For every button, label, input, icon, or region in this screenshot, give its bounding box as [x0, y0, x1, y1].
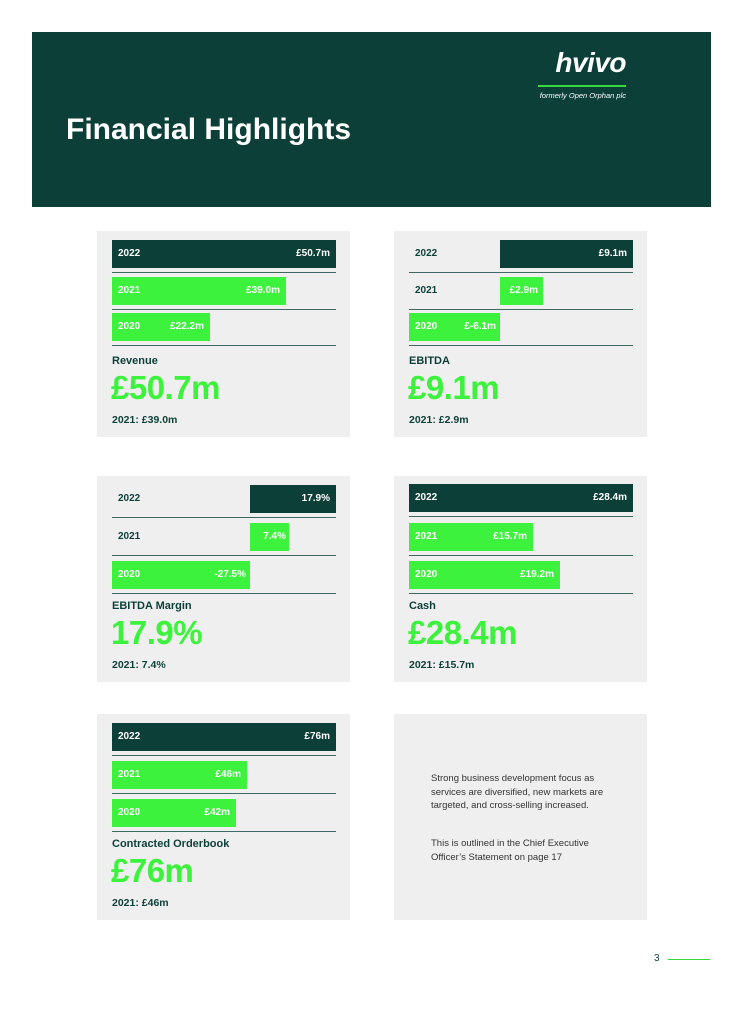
card-ebitda-margin [97, 476, 350, 682]
bar-year: 2020 [118, 807, 141, 818]
metric-value: 17.9% [111, 614, 203, 651]
bar-value: £19.2m [520, 569, 554, 580]
bar-row [409, 484, 633, 512]
card-cash [394, 476, 647, 682]
commentary-paragraph: Strong business development focus as services are diversified, new markets are targeted, and cross-selling increased. [431, 773, 604, 811]
bar-value: £-6.1m [464, 321, 496, 332]
bar-value: £28.4m [593, 492, 627, 503]
row-divider [112, 345, 336, 346]
bar-value: 7.4% [263, 531, 286, 542]
card-ebitda [394, 231, 647, 437]
bar-year: 2020 [415, 569, 438, 580]
bar-row [409, 523, 633, 551]
card-revenue [97, 231, 350, 437]
hvivo-logo [526, 47, 626, 107]
metric-prior-year: 2021: £2.9m [409, 414, 469, 426]
metric-value: £50.7m [111, 369, 220, 406]
row-divider [409, 516, 633, 517]
row-divider [112, 272, 336, 273]
bar-row [112, 277, 336, 305]
bar-value: £46m [215, 769, 241, 780]
bar-value: £15.7m [493, 531, 527, 542]
bar-value: £9.1m [598, 248, 627, 259]
metric-label: Contracted Orderbook [112, 838, 230, 850]
metric-label: EBITDA Margin [112, 600, 192, 612]
bar-year: 2022 [415, 248, 438, 259]
row-divider [409, 309, 633, 310]
page-title: Financial Highlights [66, 113, 352, 146]
bar-year: 2022 [118, 493, 141, 504]
metric-prior-year: 2021: £46m [112, 897, 169, 909]
bar-value: £42m [204, 807, 230, 818]
row-divider [409, 555, 633, 556]
metric-label: Cash [409, 600, 436, 612]
bar-year: 2021 [118, 769, 141, 780]
bar-row [112, 523, 336, 551]
bar-row [112, 240, 336, 268]
bar-value: £2.9m [509, 285, 538, 296]
page-number: 3 [654, 953, 660, 964]
logo-wordmark: hvivo [555, 47, 626, 78]
row-divider [112, 555, 336, 556]
bar-year: 2021 [415, 531, 438, 542]
metric-prior-year: 2021: £15.7m [409, 659, 475, 671]
metric-value: £9.1m [408, 369, 500, 406]
logo-underline [538, 85, 626, 87]
logo-subtitle: formerly Open Orphan plc [539, 91, 626, 100]
row-divider [112, 793, 336, 794]
bar-value: 17.9% [301, 493, 330, 504]
metric-value: £28.4m [408, 614, 517, 651]
bar-row [112, 723, 336, 751]
bar-value: £39.0m [246, 285, 280, 296]
metric-label: EBITDA [409, 355, 450, 367]
metric-prior-year: 2021: 7.4% [112, 659, 166, 671]
bar-row [409, 277, 633, 305]
row-divider [112, 517, 336, 518]
bar-year: 2021 [118, 531, 141, 542]
bar-row [112, 485, 336, 513]
bar-value: £50.7m [296, 248, 330, 259]
card-contracted-orderbook [97, 714, 350, 920]
bar-year: 2021 [118, 285, 141, 296]
page-number-rule [668, 959, 710, 960]
card-commentary [394, 714, 647, 920]
bar-value: £76m [304, 731, 330, 742]
bar-year: 2022 [118, 248, 141, 259]
bar-row [409, 561, 633, 589]
bar-row [112, 799, 336, 827]
bar-row [409, 313, 633, 341]
bar-year: 2021 [415, 285, 438, 296]
bar-row [112, 561, 336, 589]
row-divider [409, 345, 633, 346]
bar-year: 2020 [118, 569, 141, 580]
row-divider [112, 831, 336, 832]
bar-row [409, 240, 633, 268]
metric-value: £76m [111, 852, 194, 889]
bar-value: £22.2m [170, 321, 204, 332]
bar-year: 2020 [118, 321, 141, 332]
bar-row [112, 313, 336, 341]
row-divider [112, 593, 336, 594]
commentary-paragraph: This is outlined in the Chief Executive Officer’s Statement on page 17 [431, 838, 589, 863]
row-divider [112, 309, 336, 310]
bar-value: -27.5% [214, 569, 246, 580]
row-divider [409, 272, 633, 273]
bar-2022 [112, 723, 336, 751]
bar-row [112, 761, 336, 789]
row-divider [112, 755, 336, 756]
metric-label: Revenue [112, 355, 158, 367]
bar-year: 2022 [415, 492, 438, 503]
bar-year: 2020 [415, 321, 438, 332]
row-divider [409, 593, 633, 594]
bar-year: 2022 [118, 731, 141, 742]
metric-prior-year: 2021: £39.0m [112, 414, 178, 426]
